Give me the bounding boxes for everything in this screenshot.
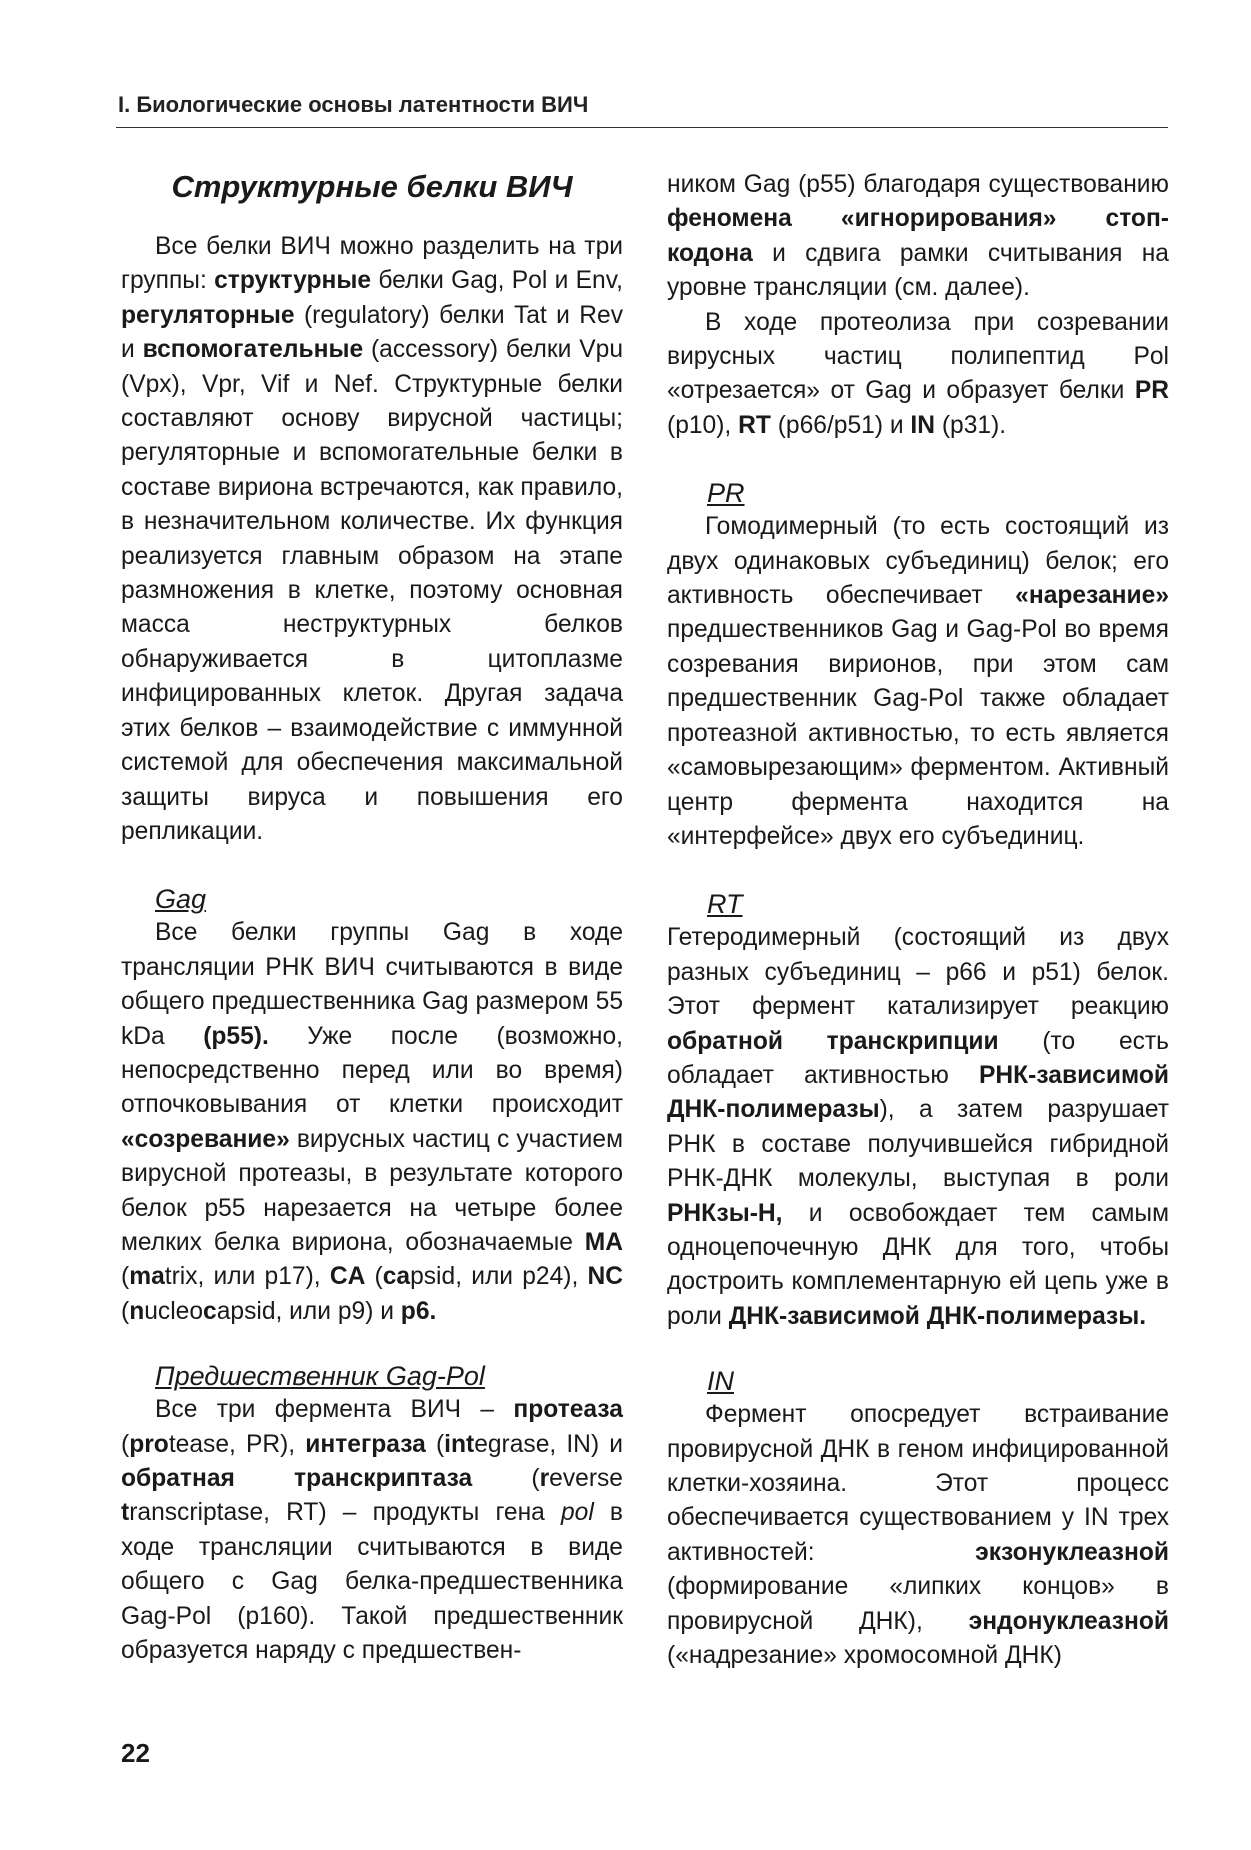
subsection-title-gag: Gag: [155, 884, 207, 915]
running-header: I. Биологические основы латентности ВИЧ: [118, 92, 589, 117]
proteolysis-paragraph: В ходе протеолиза при созревании вирусных частиц полипептид Pol «отрезается» от Gag и образует белки PR (p10), RT (p66/p51) и IN (p31).: [667, 308, 1169, 439]
subsection-title-gag-pol: Предшественник Gag-Pol: [155, 1361, 485, 1392]
subsection-title-in: IN: [707, 1366, 734, 1397]
pr-paragraph: Гомодимерный (то есть состоящий из двух одинаковых субъединиц) белок; его активность обеспечивает «нарезание» предшественников Gag и Gag-Pol во время созревания вирионов, при этом сам предшественник Gag-Pol также обладает протеазной активностью, то есть является «самовырезающим» ферментом. Активный центр фермента находится на «интерфейсе» двух его субъединиц.: [667, 513, 1169, 850]
right-column: [667, 168, 1169, 1673]
header-rule: [116, 127, 1168, 128]
gag-paragraph: Все белки группы Gag в ходе трансляции РНК ВИЧ считываются в виде общего предшественника Gag размером 55 kDa (p55). Уже после (возможно, непосредственно перед или во время) отпочковывания от клетки происходит «созревание» вирусных частиц с участием вирусной протеазы, в результате которого белок p55 нарезается на четыре более мелких белка вириона, обозначаемые MA (matrix, или p17), CA (capsid, или p24), NC (nucleocapsid, или p9) и p6.: [121, 919, 623, 1325]
continuation-paragraph: ником Gag (p55) благодаря существованию феномена «игнорирования» стоп-кодона и сдвига рамки считывания на уровне трансляции (см. далее).: [667, 171, 1169, 302]
section-title: Структурные белки ВИЧ: [171, 169, 573, 204]
subsection-title-pr: PR: [707, 478, 745, 509]
subsection-title-rt: RT: [707, 889, 743, 920]
intro-paragraph: Все белки ВИЧ можно разделить на три группы: структурные белки Gag, Pol и Env, регуляторные (regulatory) белки Tat и Rev и вспомогательные (accessory) белки Vpu (Vpx), Vpr, Vif и Nef. Структурные белки составляют основу вирусной частицы; регуляторные и вспомогательные белки в составе вириона встречаются, как правило, в незначительном количестве. Их функция реализуется главным образом на этапе размножения в клетке, поэтому основная масса неструктурных белков обнаруживается в цитоплазме инфицированных клеток. Другая задача этих белков – взаимодействие с иммунной системой для обеспечения максимальной защиты вируса и повышения его репликации.: [121, 233, 624, 845]
gag-pol-paragraph: Все три фермента ВИЧ – протеаза (protease, PR), интеграза (integrase, IN) и обратная транскриптаза (reverse transcriptase, RT) – продукты гена pol в ходе трансляции считываются в виде общего с Gag белка-предшественника Gag-Pol (p160). Такой предшественник образуется наряду с предшествен-: [121, 1396, 623, 1665]
rt-paragraph: Гетеродимерный (состоящий из двух разных субъединиц – p66 и p51) белок. Этот фермент катализирует реакцию обратной транскрипции (то есть обладает активностью РНК-зависимой ДНК-полимеразы), а затем разрушает РНК в составе получившейся гибридной РНК-ДНК молекулы, выступая в роли РНКзы-Н, и освобождает тем самым одноцепочечную ДНК для того, чтобы достроить комплементарную ей цепь уже в роли ДНК-зависимой ДНК-полимеразы.: [667, 924, 1169, 1330]
left-column: [121, 168, 623, 1668]
page-number: 22: [121, 1738, 150, 1768]
in-paragraph: Фермент опосредует встраивание провирусной ДНК в геном инфицированной клетки-хозяина. Этот процесс обеспечивается существованием у IN трех активностей: экзонуклеазной (формирование «липких концов» в провирусной ДНК), эндонуклеазной («надрезание» хромосомной ДНК): [667, 1401, 1169, 1670]
